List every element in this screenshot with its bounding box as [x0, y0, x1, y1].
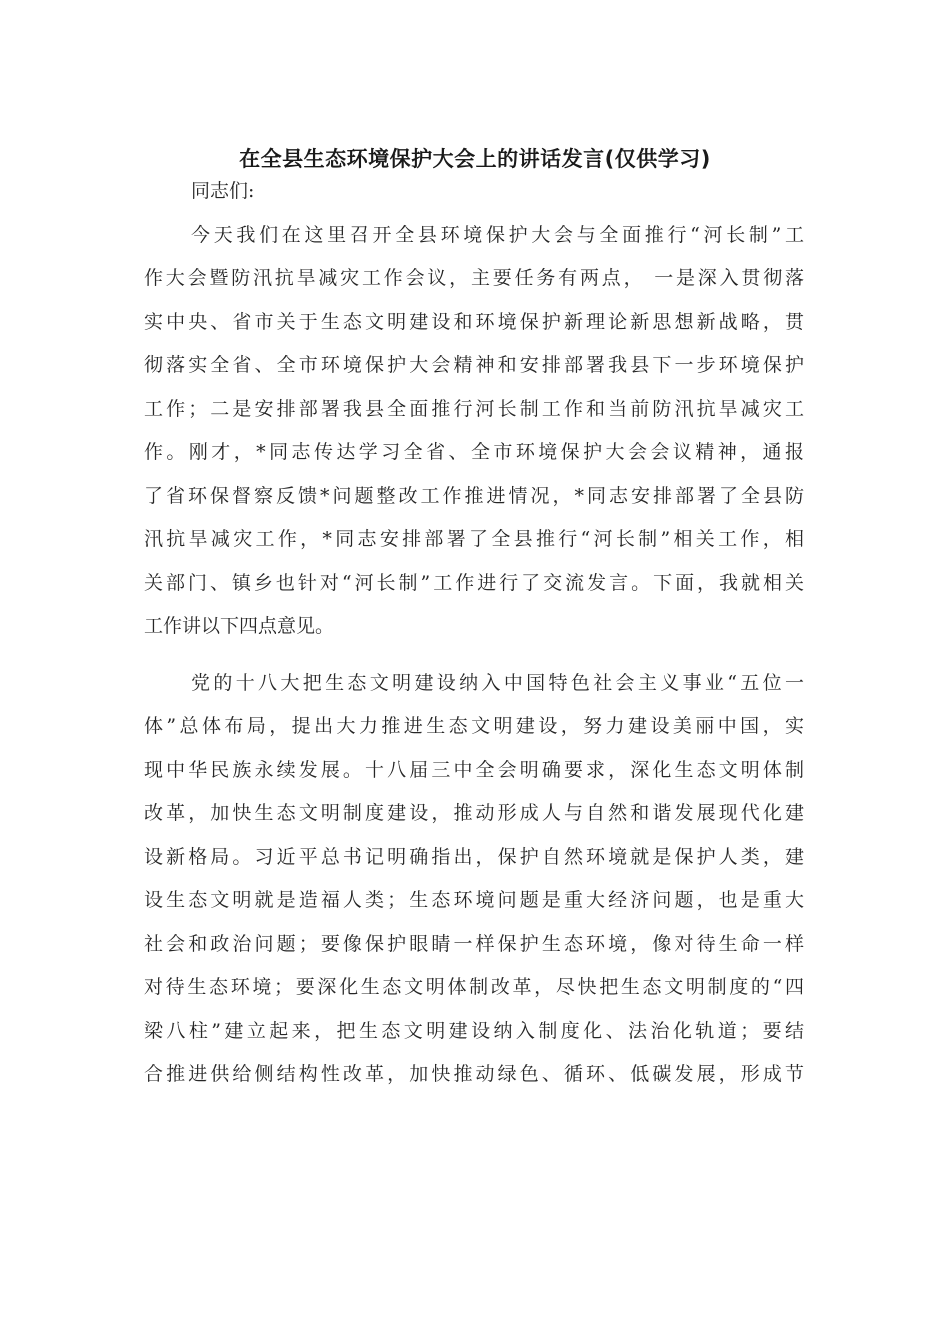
paragraph-spacer — [144, 649, 804, 662]
paragraph-1-line: 作。刚才，*同志传达学习全省、全市环境保护大会会议精神，通报 — [144, 441, 804, 463]
paragraph-1-line: 关部门、镇乡也针对“河长制”工作进行了交流发言。下面，我就相关 — [144, 571, 804, 594]
paragraph-2-line: 现中华民族永续发展。十八届三中全会明确要求，深化生态文明体制 — [144, 758, 804, 781]
paragraph-1-line: 工作；二是安排部署我县全面推行河长制工作和当前防汛抗旱减灾工 — [144, 397, 804, 420]
paragraph-2-line: 梁八柱”建立起来，把生态文明建设纳入制度化、法治化轨道；要结 — [144, 1019, 804, 1042]
salutation: 同志们: — [191, 180, 255, 202]
paragraph-2-line: 设新格局。习近平总书记明确指出，保护自然环境就是保护人类，建 — [144, 845, 804, 868]
paragraph-1-line: 汛抗旱减灾工作，*同志安排部署了全县推行“河长制”相关工作，相 — [144, 528, 804, 550]
document-body — [144, 170, 804, 1097]
paragraph-1-line: 工作讲以下四点意见。 — [144, 615, 335, 637]
document-title: 在全县生态环境保护大会上的讲话发言(仅供学习) — [239, 147, 711, 171]
paragraph-1-line: 彻落实全省、全市环境保护大会精神和安排部署我县下一步环境保护 — [144, 354, 804, 376]
paragraph-2-line: 设生态文明就是造福人类；生态环境问题是重大经济问题，也是重大 — [144, 889, 804, 911]
paragraph-1-line: 了省环保督察反馈*问题整改工作推进情况，*同志安排部署了全县防 — [144, 484, 804, 507]
paragraph-2 — [144, 662, 804, 1097]
paragraph-1 — [144, 214, 804, 649]
paragraph-2-line: 合推进供给侧结构性改革，加快推动绿色、循环、低碳发展，形成节 — [144, 1063, 804, 1085]
paragraph-1-line: 今天我们在这里召开全县环境保护大会与全面推行“河长制”工 — [191, 223, 804, 246]
paragraph-1-line: 实中央、省市关于生态文明建设和环境保护新理论新思想新战略，贯 — [144, 310, 804, 333]
paragraph-2-line: 党的十八大把生态文明建设纳入中国特色社会主义事业“五位一 — [191, 671, 804, 694]
paragraph-2-line: 体”总体布局，提出大力推进生态文明建设，努力建设美丽中国，实 — [144, 715, 804, 737]
paragraph-1-line: 作大会暨防汛抗旱减灾工作会议，主要任务有两点， 一是深入贯彻落 — [144, 267, 804, 289]
paragraph-2-line: 改革，加快生态文明制度建设，推动形成人与自然和谐发展现代化建 — [144, 802, 804, 824]
paragraph-2-line: 对待生态环境；要深化生态文明体制改革，尽快把生态文明制度的“四 — [144, 976, 804, 998]
paragraph-2-line: 社会和政治问题；要像保护眼睛一样保护生态环境，像对待生命一样 — [144, 932, 804, 955]
